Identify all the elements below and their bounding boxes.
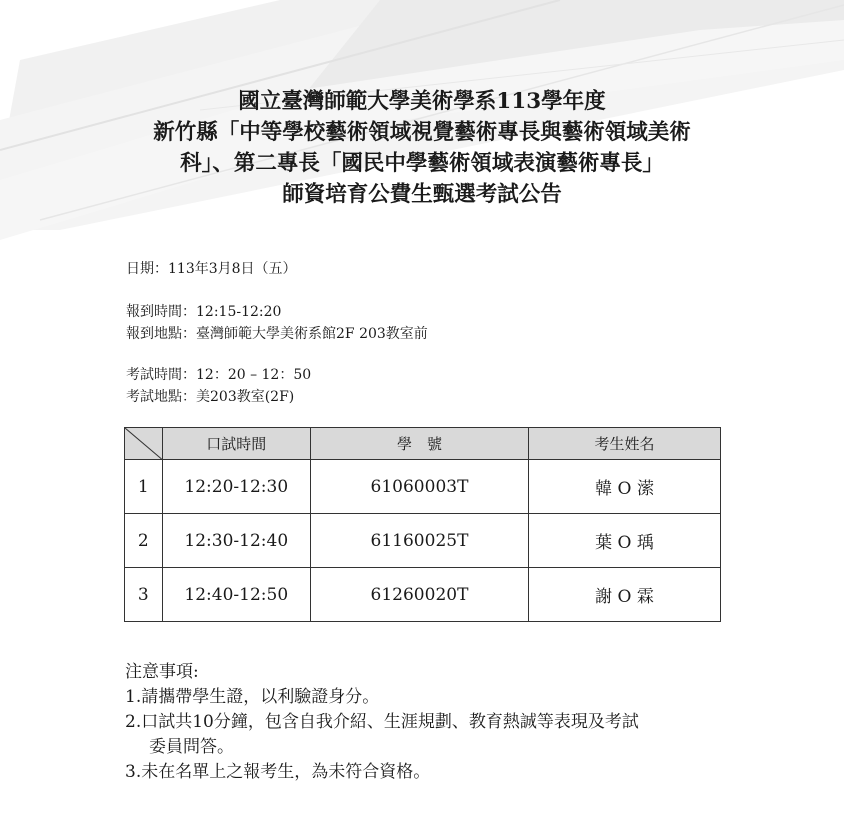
candidate-name: 謝 O 霖 xyxy=(528,568,720,622)
table-header-row xyxy=(125,428,721,460)
note-item-2: 2.口試共10分鐘，包含自我介紹、生涯規劃、教育熱誠等表現及考試 xyxy=(125,712,639,732)
row-number: 1 xyxy=(125,460,163,514)
exam-date: 日期：113年3月8日（五） xyxy=(126,261,297,277)
title-line-1: 國立臺灣師範大學美術學系113學年度 xyxy=(238,89,606,114)
student-id: 61260020T xyxy=(311,568,529,622)
row-number: 3 xyxy=(125,568,163,622)
header-interview-time: 口試時間 xyxy=(162,428,310,460)
row-number: 2 xyxy=(125,514,163,568)
checkin-place: 報到地點：臺灣師範大學美術系館2F 203教室前 xyxy=(126,326,428,342)
exam-place: 考試地點：美203教室(2F) xyxy=(126,389,295,405)
title-line-3: 科」、第二專長「國民中學藝術領域表演藝術專長」 xyxy=(180,151,664,176)
checkin-time: 報到時間：12:15-12:20 xyxy=(126,304,282,320)
interview-schedule-table xyxy=(124,427,721,622)
header-candidate-name: 考生姓名 xyxy=(528,428,720,460)
candidate-name: 韓 O 潆 xyxy=(528,460,720,514)
note-item-3: 3.未在名單上之報考生，為未符合資格。 xyxy=(125,762,431,782)
interview-time: 12:20-12:30 xyxy=(162,460,310,514)
table-row xyxy=(125,568,721,622)
diagonal-line xyxy=(125,428,162,459)
header-student-id: 學 號 xyxy=(311,428,529,460)
interview-time: 12:40-12:50 xyxy=(162,568,310,622)
note-item-1: 1.請攜帶學生證，以利驗證身分。 xyxy=(125,687,380,707)
notes-heading: 注意事項: xyxy=(125,662,199,682)
candidate-name: 葉 O 瑀 xyxy=(528,514,720,568)
table-row xyxy=(125,514,721,568)
student-id: 61060003T xyxy=(311,460,529,514)
header-diagonal-cell xyxy=(125,428,163,460)
exam-time: 考試時間：12：20 – 12：50 xyxy=(126,367,312,383)
title-line-2: 新竹縣「中等學校藝術領域視覺藝術專長與藝術領域美術 xyxy=(153,120,691,145)
student-id: 61160025T xyxy=(311,514,529,568)
interview-time: 12:30-12:40 xyxy=(162,514,310,568)
title-line-4: 師資培育公費生甄選考試公告 xyxy=(282,182,562,207)
note-item-2-continued: 委員問答。 xyxy=(149,737,234,757)
notes-section xyxy=(125,660,745,785)
table-row xyxy=(125,460,721,514)
announcement-title xyxy=(0,86,844,210)
